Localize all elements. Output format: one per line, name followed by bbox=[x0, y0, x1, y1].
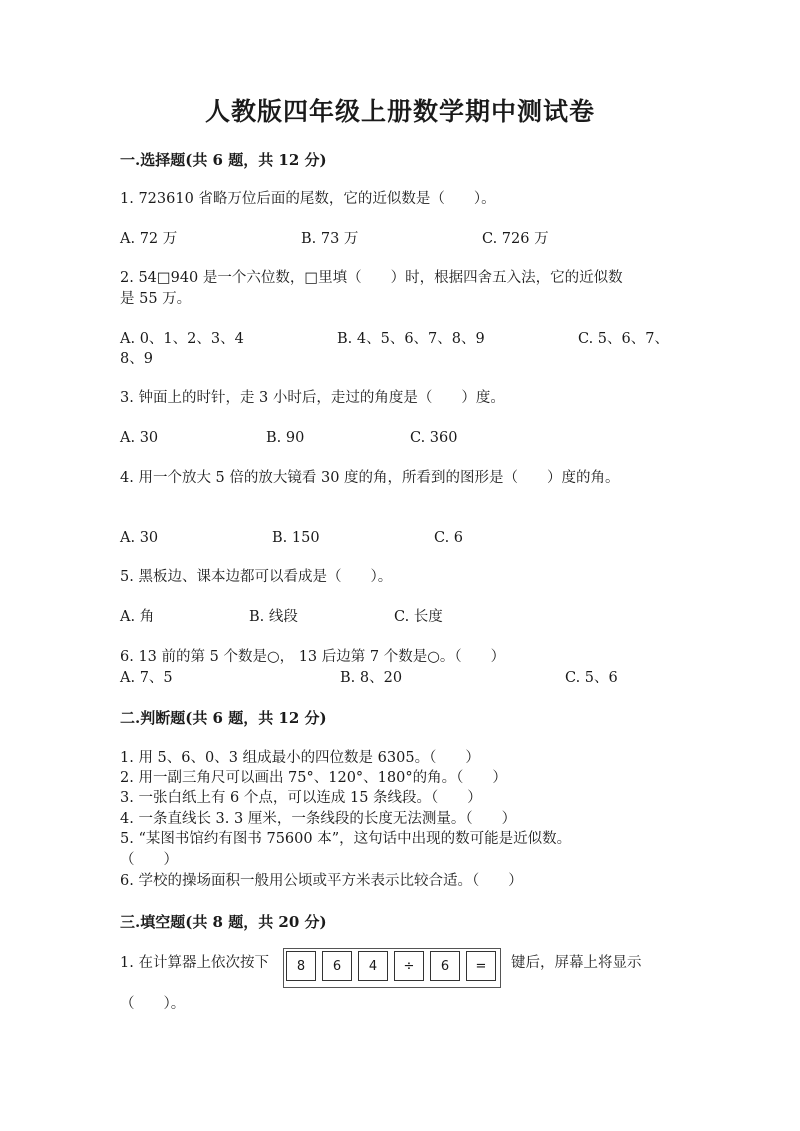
choice-q2-option-c-cont: 8、9 bbox=[120, 351, 153, 367]
choice-q1-option-c: C. 726 万 bbox=[482, 231, 549, 247]
choice-q2-option-b: B. 4、5、6、7、8、9 bbox=[337, 331, 485, 347]
judge-q2: 2. 用一副三角尺可以画出 75°、120°、180°的角。（ ） bbox=[120, 770, 507, 786]
judge-q4: 4. 一条直线长 3. 3 厘米，一条线段的长度无法测量。（ ） bbox=[120, 811, 517, 827]
judge-q6: 6. 学校的操场面积一般用公顷或平方米表示比较合适。（ ） bbox=[120, 873, 523, 889]
choice-q5-text: 5. 黑板边、课本边都可以看成是（ ）。 bbox=[120, 569, 393, 585]
choice-q6-option-b: B. 8、20 bbox=[340, 670, 403, 686]
judge-q5-blank: （ ） bbox=[120, 852, 178, 868]
choice-q1-option-a: A. 72 万 bbox=[120, 231, 178, 247]
choice-q3-text: 3. 钟面上的时针，走 3 小时后，走过的角度是（ ）度。 bbox=[120, 390, 505, 406]
choice-q4-option-c: C. 6 bbox=[434, 530, 464, 546]
calc-key-8: 8 bbox=[286, 951, 316, 981]
exam-title: 人教版四年级上册数学期中测试卷 bbox=[204, 97, 595, 126]
choice-q2-text-line2: 是 55 万。 bbox=[120, 291, 192, 307]
section-heading-judge: 二.判断题(共 6 题，共 12 分) bbox=[120, 709, 327, 727]
calc-key-6b: 6 bbox=[430, 951, 460, 981]
fill-q1-line2: （ ）。 bbox=[120, 996, 186, 1012]
calc-key-6: 6 bbox=[322, 951, 352, 981]
choice-q5-option-a: A. 角 bbox=[120, 609, 155, 625]
choice-q1-text: 1. 723610 省略万位后面的尾数，它的近似数是（ ）。 bbox=[120, 191, 496, 207]
calc-key-divide: ÷ bbox=[394, 951, 424, 981]
choice-q1-option-b: B. 73 万 bbox=[301, 231, 359, 247]
choice-q5-option-b: B. 线段 bbox=[249, 609, 298, 625]
choice-q6-option-a: A. 7、5 bbox=[120, 670, 173, 686]
choice-q3-option-c: C. 360 bbox=[410, 430, 458, 446]
choice-q3-option-b: B. 90 bbox=[266, 430, 305, 446]
judge-q5: 5. “某图书馆约有图书 75600 本”，这句话中出现的数可能是近似数。 bbox=[120, 831, 572, 847]
choice-q2-text-line1: 2. 54□940 是一个六位数，□里填（ ）时，根据四舍五入法，它的近似数 bbox=[120, 270, 623, 286]
choice-q4-option-a: A. 30 bbox=[120, 530, 159, 546]
calc-key-equals: = bbox=[466, 951, 496, 981]
fill-q1-prefix: 1. 在计算器上依次按下 bbox=[120, 955, 269, 971]
choice-q3-option-a: A. 30 bbox=[120, 430, 159, 446]
fill-q1-suffix: 键后，屏幕上将显示 bbox=[511, 955, 642, 971]
calc-key-4: 4 bbox=[358, 951, 388, 981]
choice-q2-option-c: C. 5、6、7、 bbox=[578, 331, 669, 347]
judge-q1: 1. 用 5、6、0、3 组成最小的四位数是 6305。（ ） bbox=[120, 750, 480, 766]
choice-q6-option-c: C. 5、6 bbox=[565, 670, 618, 686]
choice-q4-text: 4. 用一个放大 5 倍的放大镜看 30 度的角，所看到的图形是（ ）度的角。 bbox=[120, 470, 620, 486]
choice-q5-option-c: C. 长度 bbox=[394, 609, 443, 625]
choice-q4-option-b: B. 150 bbox=[272, 530, 320, 546]
choice-q2-option-a: A. 0、1、2、3、4 bbox=[120, 331, 244, 347]
section-heading-choice: 一.选择题(共 6 题，共 12 分) bbox=[120, 151, 327, 169]
calculator-keys bbox=[286, 951, 496, 981]
judge-q3: 3. 一张白纸上有 6 个点，可以连成 15 条线段。（ ） bbox=[120, 790, 482, 806]
section-heading-fill: 三.填空题(共 8 题，共 20 分) bbox=[120, 913, 327, 931]
choice-q6-text: 6. 13 前的第 5 个数是○， 13 后边第 7 个数是○。（ ） bbox=[120, 649, 506, 665]
